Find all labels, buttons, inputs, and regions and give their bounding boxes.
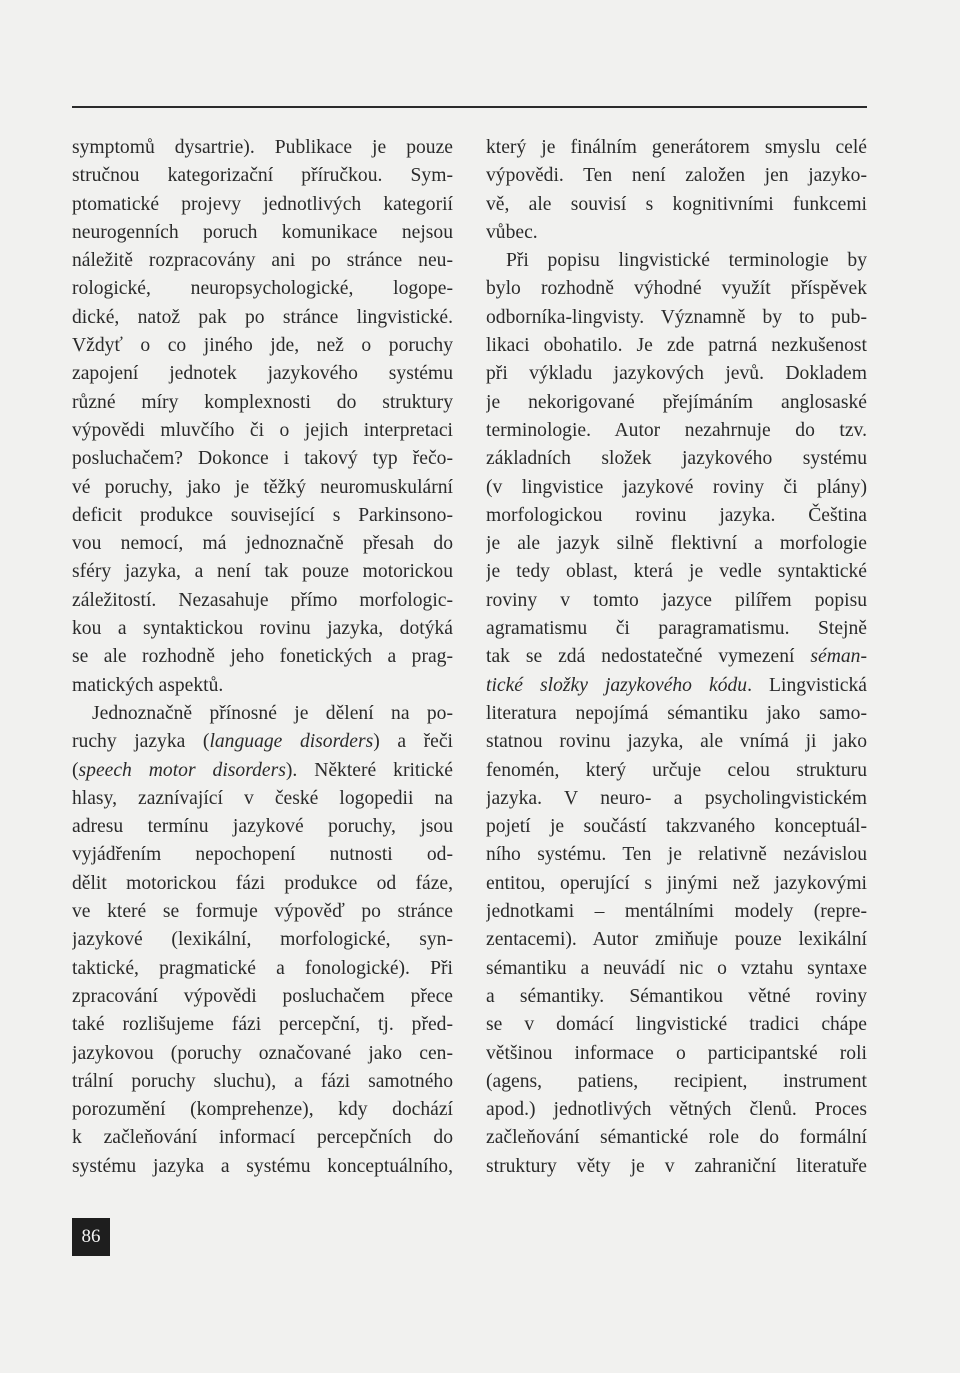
- text-line: je nekorigované přejímáním anglosaské: [486, 391, 867, 413]
- text-line: náležitě rozpracovány ani po stránce neu-: [72, 250, 453, 272]
- text-line: který je finálním generátorem smyslu celé: [486, 137, 867, 158]
- text-line: k začleňování informací percepčních do: [72, 1127, 453, 1149]
- text-line: [72, 728, 453, 756]
- text-line: vě, ale souvisí s kognitivními funkcemi: [486, 193, 867, 215]
- text-line: morfologickou rovinu jazyka. Čeština: [486, 504, 867, 526]
- text-line: Vždyť o co jiného jde, než o poruchy: [72, 335, 453, 357]
- text-line: agramatismu či paragramatismu. Stejně: [486, 618, 867, 640]
- text-segment: . Lingvistická: [747, 674, 867, 696]
- text-line: Při popisu lingvistické terminologie by: [506, 250, 867, 272]
- text-line: ptomatické projevy jednotlivých kategorií: [72, 193, 453, 215]
- text-line: [486, 672, 867, 700]
- text-line: zpracování výpovědi posluchačem přece: [72, 985, 453, 1007]
- text-line: výpovědi. Ten není založen jen jazyko-: [486, 165, 867, 187]
- text-line: Jednoznačně přínosné je dělení na po-: [92, 702, 453, 724]
- text-line: fenomén, který určuje celou strukturu: [486, 759, 867, 781]
- italic-term: speech motor disorders: [78, 759, 286, 781]
- italic-term: séman-: [810, 646, 867, 668]
- text-line: zentacemi). Autor zmiňuje pouze lexikální: [486, 929, 867, 951]
- text-line: taktické, pragmatické a fonologické). Při: [72, 957, 453, 979]
- text-line: je tedy oblast, která je vedle syntaktické: [486, 561, 867, 583]
- text-line: literatura nepojímá sémantiku jako samo-: [486, 702, 867, 724]
- text-segment: ruchy jazyka (: [72, 731, 210, 753]
- text-line: ního systému. Ten je relativně nezávislou: [486, 844, 867, 866]
- text-line: systému jazyka a systému konceptuálního,: [72, 1155, 453, 1177]
- text-line: hlasy, zaznívající v české logopedii na: [72, 787, 453, 809]
- text-line: terminologie. Autor nezahrnuje do tzv.: [486, 419, 867, 441]
- text-line: jazyka. V neuro- a psycholingvistickém: [486, 787, 867, 809]
- text-line: dělit motorickou fázi produkce od fáze,: [72, 872, 453, 894]
- left-column: [72, 134, 453, 1181]
- text-line: bylo rozhodně výhodné využít příspěvek: [486, 278, 867, 300]
- text-line: deficit produkce související s Parkinsono-: [72, 504, 453, 526]
- text-line: dické, natož pak po stránce lingvistické.: [72, 306, 453, 328]
- text-line: jazykovou (poruchy označované jako cen-: [72, 1042, 453, 1064]
- text-segment: ). Některé kritické: [285, 759, 453, 781]
- text-line: stručnou kategorizační příručkou. Sym-: [72, 165, 453, 187]
- text-line: zapojení jednotek jazykového systému: [72, 363, 453, 385]
- text-line: (agens, patiens, recipient, instrument: [486, 1070, 867, 1092]
- text-line: struktury věty je v zahraniční literatuře: [486, 1155, 867, 1177]
- text-line: roviny v tomto jazyce pilířem popisu: [486, 589, 867, 611]
- text-line: jazykové (lexikální, morfologické, syn-: [72, 929, 453, 951]
- text-segment: ) a řeči: [373, 731, 453, 753]
- text-line: (v lingvistice jazykové roviny či plány): [486, 476, 867, 498]
- text-line: vé poruchy, jako je těžký neuromuskulární: [72, 476, 453, 498]
- text-line: pojetí je součástí takzvaného konceptuál-: [486, 816, 867, 838]
- text-line: a sémantiky. Sémantikou větné roviny: [486, 985, 867, 1007]
- text-line: rologické, neuropsychologické, logope-: [72, 278, 453, 300]
- text-line: začleňování sémantické role do formální: [486, 1127, 867, 1149]
- text-line: při výkladu jazykových jevů. Dokladem: [486, 363, 867, 385]
- text-line: odborníka-lingvisty. Významně by to pub-: [486, 306, 867, 328]
- text-line: ve které se formuje výpověď po stránce: [72, 901, 453, 923]
- text-line: vyjádřením nepochopení nutnosti od-: [72, 844, 453, 866]
- text-line: vůbec.: [486, 221, 538, 243]
- italic-term: language disorders: [209, 731, 374, 753]
- right-column: [486, 134, 867, 1181]
- text-line: adresu termínu jazykové poruchy, jsou: [72, 816, 453, 838]
- italic-term: tické složky jazykového kódu: [486, 674, 748, 696]
- text-line: výpovědi mluvčího či o jejich interpretaci: [72, 419, 453, 441]
- text-line: kou a syntaktickou rovinu jazyka, dotýká: [72, 618, 453, 640]
- text-line: základních složek jazykového systému: [486, 448, 867, 470]
- text-line: je ale jazyk silně flektivní a morfologie: [486, 533, 867, 555]
- text-line: likaci obohatilo. Je zde patrná nezkušenost: [486, 335, 867, 357]
- page-number: 86: [72, 1218, 110, 1256]
- text-line: [486, 643, 867, 671]
- text-line: sémantiku a neuvádí nic o vztahu syntaxe: [486, 957, 867, 979]
- text-line: [72, 757, 453, 785]
- text-line: různé míry komplexnosti do struktury: [72, 391, 453, 413]
- text-line: vou nemocí, má jednoznačně přesah do: [72, 533, 453, 555]
- text-line: se v domácí lingvistické tradici chápe: [486, 1014, 867, 1036]
- text-line: jednotkami – mentálními modely (repre-: [486, 901, 867, 923]
- text-line: záležitostí. Nezasahuje přímo morfologic-: [72, 589, 453, 611]
- text-line: apod.) jednotlivých větných členů. Proces: [486, 1099, 867, 1121]
- text-line: matických aspektů.: [72, 674, 224, 696]
- text-line: neurogenních poruch komunikace nejsou: [72, 221, 453, 243]
- text-line: většinou informace o participantské roli: [486, 1042, 867, 1064]
- text-line: porozumění (komprehenze), kdy dochází: [72, 1099, 453, 1121]
- text-line: sféry jazyka, a není tak pouze motorickou: [72, 561, 453, 583]
- text-line: symptomů dysartrie). Publikace je pouze: [72, 137, 453, 158]
- text-line: trální poruchy sluchu), a fázi samotného: [72, 1070, 453, 1092]
- text-line: statnou rovinu jazyka, ale vnímá ji jako: [486, 731, 867, 753]
- text-segment: (: [72, 759, 79, 781]
- text-line: posluchačem? Dokonce i takový typ řečo-: [72, 448, 453, 470]
- text-line: také rozlišujeme fázi percepční, tj. před-: [72, 1014, 453, 1036]
- header-rule: [72, 106, 867, 108]
- text-line: entitou, operující s jinými než jazykovými: [486, 872, 867, 894]
- text-line: se ale rozhodně jeho fonetických a prag-: [72, 646, 453, 668]
- text-segment: tak se zdá nedostatečné vymezení: [486, 646, 811, 668]
